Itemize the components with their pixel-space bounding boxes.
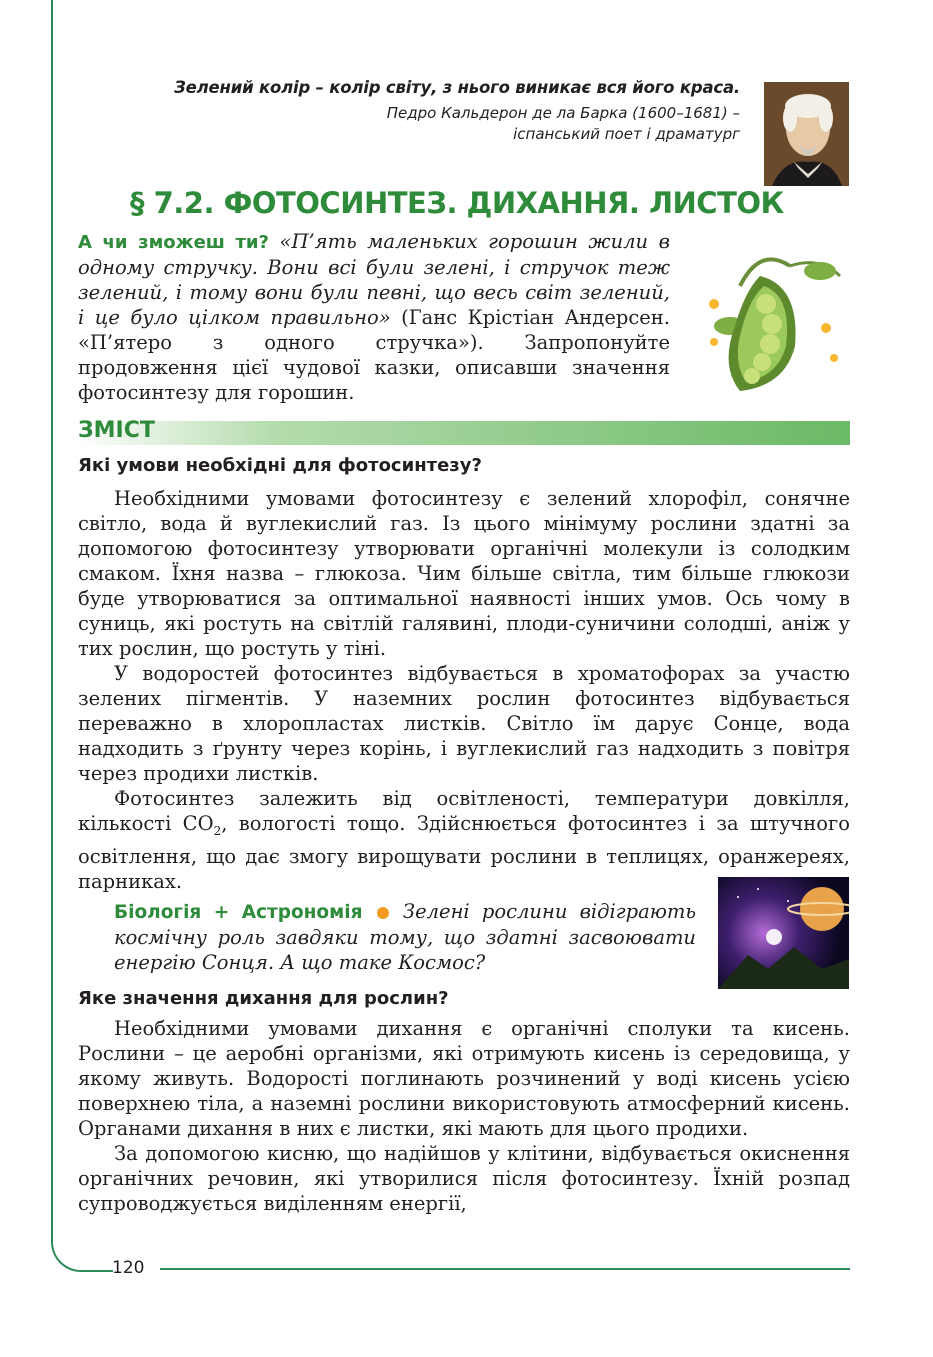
intro-paragraph xyxy=(78,229,670,405)
epigraph-author-line1: Педро Кальдерон де ла Барка (1600–1681) – xyxy=(386,104,740,122)
bio-text: Зелені рослини відіграють космічну роль завдяки тому, що здатні засвоювати енергію Сонця. А що таке Космос? xyxy=(114,900,696,974)
epigraph xyxy=(174,78,740,145)
paragraph-text: , вологості тощо. Здійснюється фотосинтез і за штучного освітлення, що дає змогу вирощувати рослини в теплицях, оранжереях, парниках. xyxy=(78,812,850,893)
respiration-text xyxy=(78,1016,850,1216)
biology-astronomy-note xyxy=(114,899,696,975)
paragraph: Необхідними умовами дихання є органічні сполуки та кисень. Рослини – це аеробні організми, які отримують кисень із середовища, у якому живуть. Водорості поглинають розчинений у воді кисень усією поверхнею тіла, а наземні рослини використовують атмосферний кисень. Органами дихання в них є листки, які мають для цього продихи. xyxy=(78,1017,850,1140)
content-label: ЗМІСТ xyxy=(78,418,155,443)
bio-lead: Біологія + Астрономія xyxy=(114,902,363,923)
footer-line xyxy=(160,1268,850,1270)
intro-rest: (Ганс Крістіан Андерсен. «П’ятеро з одного стручка»). Запропонуйте продовження цієї чудової казки, описавши значення фотосинтезу для горошин. xyxy=(78,306,670,404)
epigraph-quote: Зелений колір – колір світу, з нього виникає вся його краса. xyxy=(174,78,740,97)
intro-quote: «П’ять маленьких горошин жили в одному стручку. Вони всі були зелені, і стручок теж зелений, і тому вони були певні, що весь світ зелений, і це було цілком правильно» xyxy=(78,230,670,329)
paragraph-text: Фотосинтез залежить від освітленості, температури довкілля, кількості CO xyxy=(78,787,850,835)
content-header-bar xyxy=(78,421,850,445)
paragraph: У водоростей фотосинтез відбувається в хроматофорах за участю зелених пігментів. У наземних рослин фотосинтез відбувається переважно в хлоропластах листків. Світло їм дарує Сонце, вода надходить з ґрунту через корінь, і вуглекислий газ надходить з повітря через продихи листків. xyxy=(78,662,850,785)
page-number: 120 xyxy=(112,1258,145,1278)
question-heading-photosynthesis: Які умови необхідні для фотосинтезу? xyxy=(78,455,482,476)
section-title: § 7.2. ФОТОСИНТЕЗ. ДИХАННЯ. ЛИСТОК xyxy=(130,186,784,220)
paragraph: За допомогою кисню, що надійшов у клітини, відбувається окиснення органічних речовин, які утворилися після фотосинтезу. Їхній розпад супроводжується виділенням енергії, xyxy=(78,1142,850,1215)
intro-lead: А чи зможеш ти? xyxy=(78,232,269,253)
photosynthesis-text xyxy=(78,486,850,894)
pea-pod-illustration xyxy=(700,246,850,396)
orange-dot-icon xyxy=(377,907,389,919)
portrait-image xyxy=(764,82,849,186)
subscript: 2 xyxy=(213,823,222,838)
space-image xyxy=(718,877,849,989)
epigraph-author-line2: іспанський поет і драматург xyxy=(513,125,740,143)
question-heading-respiration: Яке значення дихання для рослин? xyxy=(78,988,449,1009)
paragraph: Необхідними умовами фотосинтезу є зелений хлорофіл, сонячне світло, вода й вуглекислий газ. Із цього мінімуму рослини здатні за допомогою фотосинтезу утворювати органічні молекули із солодким смаком. Їхня назва – глюкоза. Чим більше світла, тим більше глюкози буде утворюватися за оптимальної наявності інших умов. Ось чому в суниць, які ростуть на світлій галявині, плоди-суничини солодші, аніж у тих рослин, що ростуть у тіні. xyxy=(78,487,850,660)
